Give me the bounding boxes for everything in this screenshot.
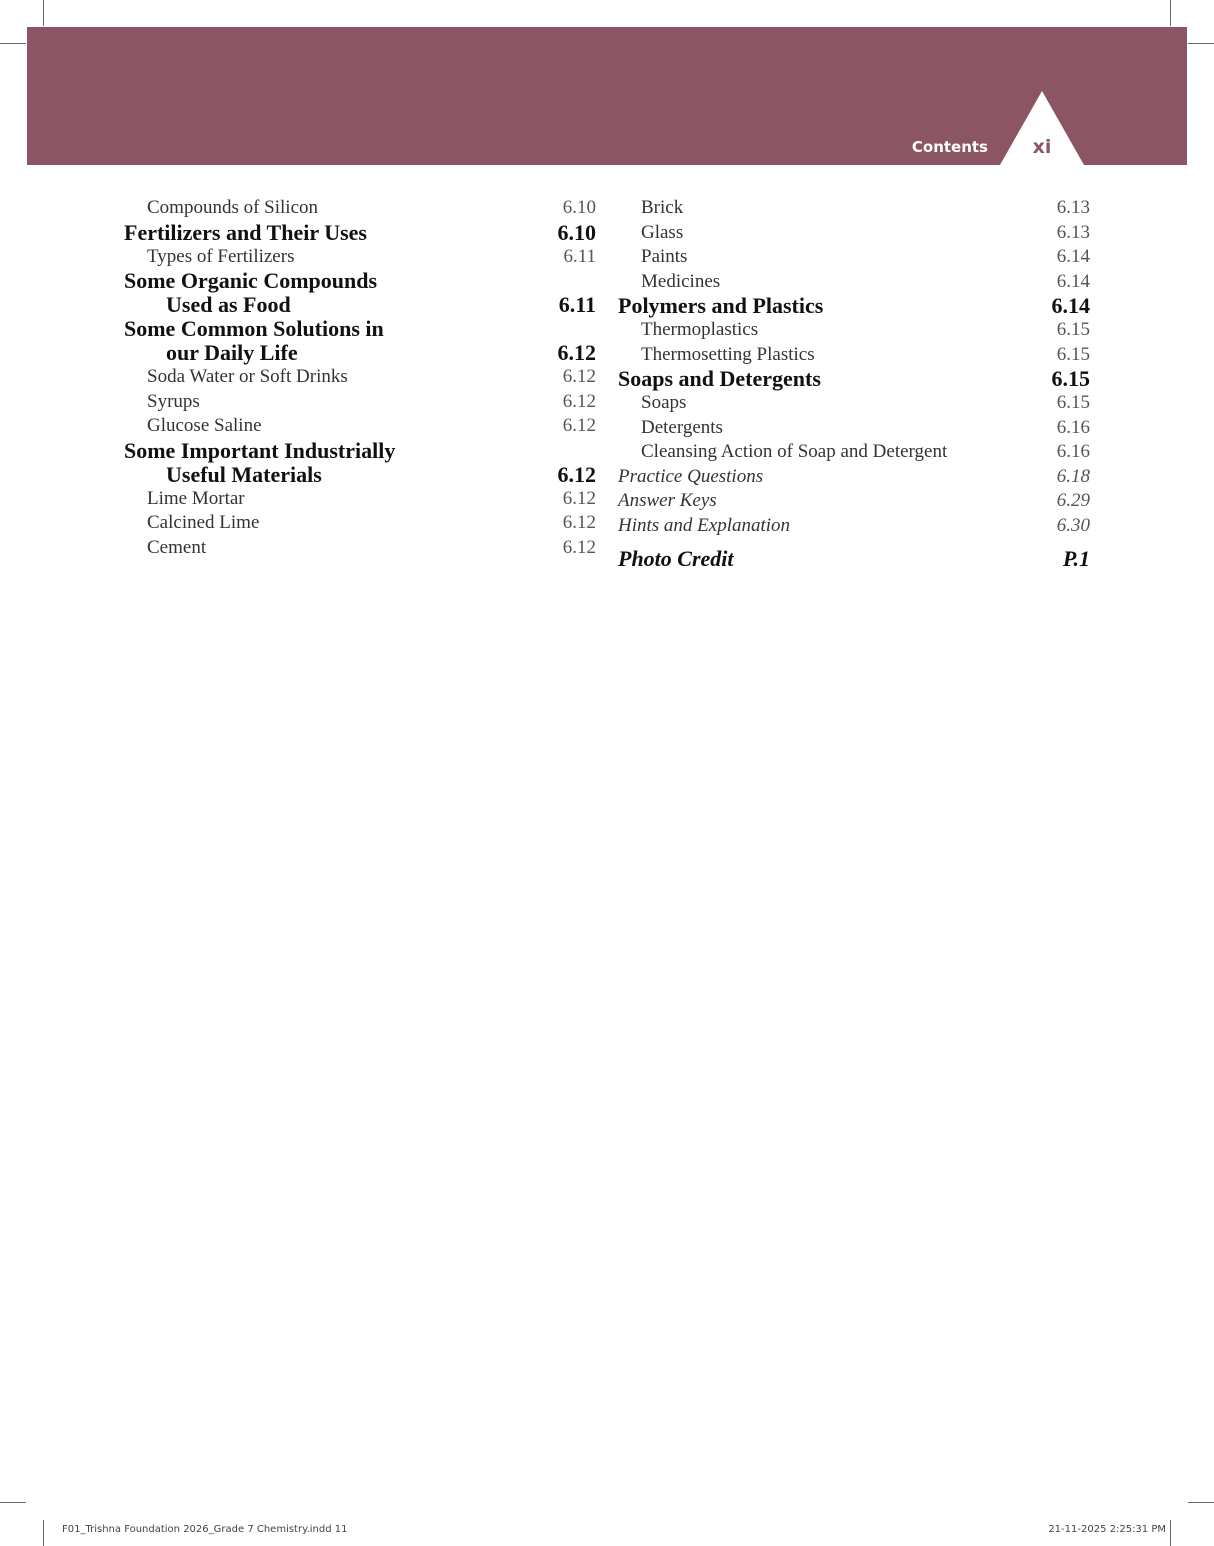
toc-entry-label: Glass (641, 221, 684, 243)
toc-entry-label: Cleansing Action of Soap and Detergent (641, 441, 948, 462)
toc-page-number: 6.14 (1056, 270, 1090, 292)
toc-page-number: 6.15 (1051, 366, 1090, 391)
crop-mark (43, 0, 44, 26)
toc-chapter-heading (124, 439, 596, 487)
toc-subentry (124, 536, 596, 561)
toc-subentry (618, 270, 1090, 295)
toc-subentry (618, 196, 1090, 221)
toc-subentry (124, 390, 596, 415)
toc-page-number: 6.14 (1051, 293, 1090, 318)
toc-right-column (618, 196, 1090, 572)
toc-entry-label: Types of Fertilizers (147, 245, 295, 267)
toc-heading-label (124, 269, 551, 317)
toc-page-number: 6.12 (562, 512, 596, 533)
toc-subentry (124, 414, 596, 439)
toc-chapter-heading (124, 317, 596, 365)
toc-page-number: 6.12 (562, 390, 596, 412)
toc-page-number: 6.15 (1056, 319, 1090, 340)
toc-page-number: 6.14 (1056, 246, 1090, 267)
toc-page-number: 6.11 (558, 292, 596, 317)
toc-entry-label: Paints (641, 246, 688, 267)
toc-heading-line: Used as Food (166, 292, 291, 317)
toc-left-column (124, 196, 596, 560)
footer-timestamp: 21-11-2025 2:25:31 PM (1048, 1524, 1166, 1535)
toc-entry-label: Photo Credit (618, 546, 734, 571)
toc-back-matter (618, 465, 1090, 490)
toc-entry-label: Polymers and Plastics (618, 293, 824, 318)
toc-heading-line: Some Common Solutions in (124, 316, 384, 341)
page-number: xi (1032, 136, 1052, 158)
toc-entry-label: Hints and Explanation (618, 514, 791, 536)
toc-heading-line: Some Important Industrially (124, 437, 396, 463)
toc-chapter-heading (618, 367, 1090, 391)
toc-entry-label: Medicines (641, 270, 721, 292)
toc-page-number: 6.15 (1056, 392, 1090, 413)
toc-entry-label: Fertilizers and Their Uses (124, 219, 367, 245)
toc-entry-label: Soaps (641, 392, 687, 413)
toc-heading-line: Some Organic Compounds (124, 268, 378, 293)
toc-page-number: P.1 (1062, 546, 1090, 571)
toc-page-number: 6.12 (557, 340, 596, 365)
toc-page-number: 6.13 (1056, 197, 1090, 218)
toc-page-number: 6.13 (1056, 221, 1090, 243)
toc-chapter-heading (618, 294, 1090, 318)
toc-page-number: 6.12 (562, 487, 596, 509)
toc-back-matter (618, 514, 1090, 539)
crop-mark (1170, 0, 1171, 26)
toc-page-number: 6.12 (557, 461, 596, 487)
toc-subentry (618, 221, 1090, 246)
toc-page-number: 6.15 (1056, 343, 1090, 365)
toc-entry-label: Calcined Lime (147, 512, 260, 533)
toc-page-number: 6.12 (562, 366, 596, 387)
toc-subentry (618, 440, 1090, 465)
toc-subentry (618, 318, 1090, 343)
toc-subentry (124, 487, 596, 512)
crop-mark (0, 1502, 26, 1503)
toc-subentry (618, 416, 1090, 441)
section-label: Contents (911, 138, 988, 156)
toc-subentry (124, 196, 596, 221)
toc-entry-label: Answer Keys (618, 490, 717, 511)
toc-subentry (124, 245, 596, 270)
toc-page-number: 6.16 (1056, 441, 1090, 462)
toc-photo-credit (618, 546, 1090, 572)
toc-page-number: 6.10 (562, 197, 596, 218)
toc-entry-label: Brick (641, 197, 684, 218)
toc-chapter-heading (124, 269, 596, 317)
crop-mark (1170, 1520, 1171, 1546)
toc-back-matter (618, 489, 1090, 514)
toc-entry-label: Compounds of Silicon (147, 197, 319, 218)
toc-page-number: 6.16 (1056, 416, 1090, 438)
toc-page-number: 6.10 (557, 219, 596, 245)
crop-mark (43, 1520, 44, 1546)
crop-mark (1188, 43, 1214, 44)
toc-page-number: 6.29 (1056, 490, 1090, 511)
toc-page-number: 6.12 (562, 415, 596, 436)
toc-page-number: 6.12 (562, 536, 596, 558)
toc-entry-label: Lime Mortar (147, 487, 245, 509)
toc-entry-label: Cement (147, 536, 207, 558)
crop-mark (1188, 1502, 1214, 1503)
toc-heading-label (124, 439, 550, 487)
toc-heading-line: Useful Materials (166, 461, 322, 487)
toc-entry-label: Detergents (641, 416, 723, 438)
toc-page-number: 6.11 (563, 245, 596, 267)
footer-file-info: F01_Trishna Foundation 2026_Grade 7 Chemistry.indd 11 (62, 1524, 348, 1535)
toc-subentry (124, 365, 596, 390)
toc-heading-label (124, 317, 550, 365)
toc-entry-label: Soaps and Detergents (618, 366, 821, 391)
toc-entry-label: Syrups (147, 390, 200, 412)
toc-chapter-heading (124, 221, 596, 245)
toc-entry-label: Glucose Saline (147, 415, 262, 436)
toc-entry-label: Thermoplastics (641, 319, 759, 340)
toc-subentry (618, 245, 1090, 270)
toc-heading-line: our Daily Life (166, 340, 298, 365)
toc-page-number: 6.18 (1056, 465, 1090, 487)
toc-entry-label: Practice Questions (618, 465, 764, 487)
toc-page-number: 6.30 (1056, 514, 1090, 536)
toc-entry-label: Thermosetting Plastics (641, 343, 815, 365)
toc-entry-label: Soda Water or Soft Drinks (147, 366, 348, 387)
toc-subentry (124, 511, 596, 536)
toc-subentry (618, 343, 1090, 368)
crop-mark (0, 43, 26, 44)
toc-subentry (618, 391, 1090, 416)
